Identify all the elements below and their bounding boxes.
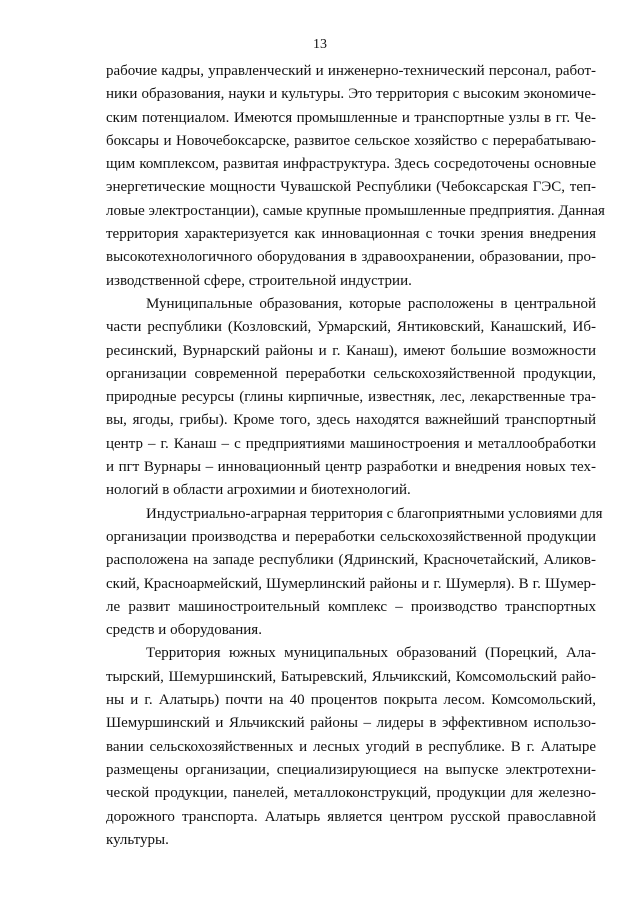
text-line: вы, ягоды, грибы). Кроме того, здесь находятся важнейший транспортный (106, 412, 596, 429)
body-text (106, 60, 605, 852)
text-line: рабочие кадры, управленческий и инженерно-технический персонал, работ- (106, 63, 596, 79)
text-line: размещены организации, специализирующиеся на выпуске электротехни- (106, 761, 596, 778)
text-line: организации производства и переработки сельскохозяйственной продукции (106, 528, 596, 545)
paragraph (106, 293, 596, 503)
text-line: природные ресурсы (глины кирпичные, известняк, лес, лекарственные тра- (106, 389, 596, 406)
text-line: территория характеризуется как инновационная с точки зрения внедрения (106, 226, 596, 243)
text-line: центр – г. Канаш – с предприятиями машиностроения и металлообработки (106, 435, 596, 452)
text-line: ны и г. Алатырь) почти на 40 процентов покрыта лесом. Комсомольский, (106, 692, 596, 709)
text-line: Шемуршинский и Яльчикский районы – лидеры в эффективном использо- (106, 715, 596, 732)
text-line: ский, Красноармейский, Шумерлинский районы и г. Шумерля). В г. Шумер- (106, 575, 596, 592)
text-line: тырский, Шемуршинский, Батыревский, Яльчикский, Комсомольский райо- (106, 668, 596, 685)
text-line: ники образования, науки и культуры. Это территория с высоким экономиче- (106, 86, 596, 103)
text-line: энергетические мощности Чувашской Республики (Чебоксарская ГЭС, теп- (106, 179, 596, 196)
text-line: изводственной сфере, строительной индустрии. (106, 272, 412, 289)
text-line: вании сельскохозяйственных и лесных угодий в республике. В г. Алатыре (106, 738, 596, 755)
text-line: ским потенциалом. Имеются промышленные и транспортные узлы в гг. Че- (106, 109, 596, 126)
text-line: средств и оборудования. (106, 622, 262, 639)
text-line: дорожного транспорта. Алатырь является центром русской православной (106, 808, 596, 825)
text-line: Индустриально-аграрная территория с благоприятными условиями для (146, 505, 603, 522)
text-line: высокотехнологичного оборудования в здравоохранении, образовании, про- (106, 249, 596, 266)
text-line: ловые электростанции), самые крупные промышленные предприятия. Данная (106, 202, 605, 219)
text-line: нологий в области агрохимии и биотехнологий. (106, 482, 411, 499)
text-line: и пгт Вурнары – инновационный центр разработки и внедрения новых тех- (106, 459, 596, 476)
text-line: расположена на западе республики (Ядринский, Красночетайский, Аликов- (106, 552, 596, 569)
text-line: ческой продукции, панелей, металлоконструкций, продукции для железно- (106, 785, 596, 802)
page-number: 13 (313, 37, 327, 52)
text-line: организации современной переработки сельскохозяйственной продукции, (106, 365, 596, 382)
paragraph (106, 60, 605, 293)
text-line: ресинский, Вурнарский районы и г. Канаш), имеют большие возможности (106, 342, 596, 359)
text-line: щим комплексом, развитая инфраструктура. Здесь сосредоточены основные (106, 156, 596, 173)
text-line: Муниципальные образования, которые расположены в центральной (146, 295, 596, 312)
text-line: культуры. (106, 831, 169, 848)
paragraph (106, 503, 603, 643)
text-line: ле развит машиностроительный комплекс – производство транспортных (106, 598, 596, 615)
text-line: Территория южных муниципальных образований (Порецкий, Ала- (146, 645, 596, 662)
text-line: части республики (Козловский, Урмарский, Янтиковский, Канашский, Иб- (106, 319, 596, 336)
text-line: боксары и Новочебоксарске, развитое сельское хозяйство с перерабатываю- (106, 132, 596, 149)
paragraph (106, 642, 596, 852)
